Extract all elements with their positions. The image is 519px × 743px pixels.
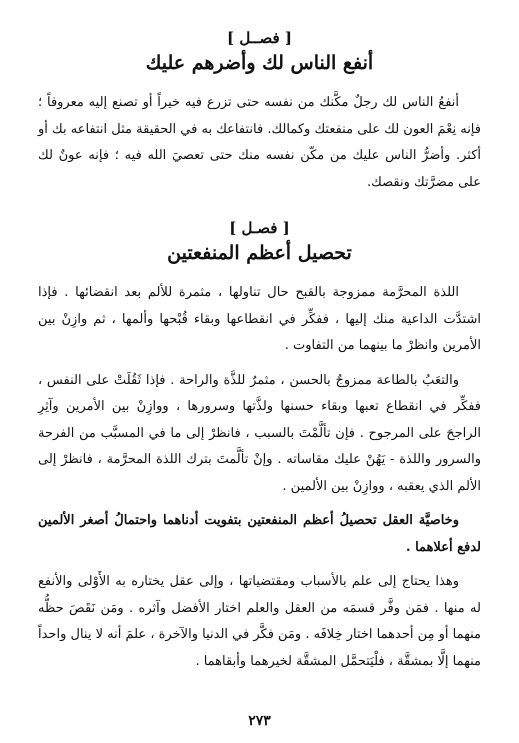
section1-title: أنفع الناس لك وأضرهم عليك (145, 52, 374, 74)
section2-title: تحصيل أعظم المنفعتين (167, 242, 352, 264)
section1-label: [ فصــل ] (227, 29, 292, 47)
section2-paragraph-4: وهذا يحتاج إلى علم بالأسباب ومقتضياتها ، وإلى عقل يختاره به الأَوْلى والأنفع له منها . فمَن وفَّر قسمَه من العقل والعلم اختار الأفضل وآثره . ومَن نَقَصَ حظُّه منهما أو مِن أحدهما اختار خِلافَه . ومَن فكَّر في الدنيا والآخرة ، علمَ أنه لا ينال واحداً منهما إلَّا بمشقَّة ، فلْيَتحمَّل المشقَّة لخيرهما وأبقاهما . (38, 574, 481, 669)
section1-paragraph-1: أنفعُ الناس لك رجلٌ مكَّنك من نفسه حتى تزرع فيه خيراً أو تصنع إليه معروفاً ؛ فإنه نِعْمَ العون لك على منفعتك وكمالك. فانتفاعك به في الحقيقة مثل انتفاعه بك أو أكثر. وأضرُّ الناس عليك من مكّن نفسه منك حتى تعصيَ الله فيه ؛ فإنه عونٌ لك على مضرَّتك ونقصك. (38, 95, 481, 190)
page-number: ٢٧٣ (248, 713, 271, 729)
section2-paragraph-2: والتعَبُ بالطاعة ممزوجٌ بالحسن ، مثمرٌ للذَّة والراحة . فإذا ثَقُلَتْ على النفس ، ففكِّر في انقطاع تعبها وبقاء حسنها ولذَّتها وسرورها ، ووازِنْ بين الأمرين وآثِرِ الراجحَ على المرجوح . فإن تألَّمْتَ بالسبب ، فانظرْ إلى ما في المسبَّب من الفرحة والسرور واللذة - يَهُنْ عليك مقاساته . وإنْ تألَّمتَ بترك اللذة المحرَّمة ، فانظرْ إلى الألم الذي يعقبه ، ووازِنْ بين الألمين . (38, 372, 481, 494)
section2-paragraph-1: اللذة المحرَّمة ممزوجة بالقبح حال تناولها ، مثمرة للألم بعد انقضائها . فإذا اشتدَّت الداعية منك إليها ، ففكِّر في انقطاعها وبقاء قُبْحها وألمها ، ثم وازِنْ بين الأمرين وانظرْ ما بينهما من التفاوت . (38, 285, 481, 353)
section2-label: [ فصـل ] (229, 219, 290, 237)
section2-paragraph-3: وخاصيَّة العقل تحصيلُ أعظم المنفعتين بتفويت أدناهما واحتمالُ أصغر الألمين لدفع أعلاهما . (38, 513, 481, 555)
section-gap (38, 204, 481, 218)
